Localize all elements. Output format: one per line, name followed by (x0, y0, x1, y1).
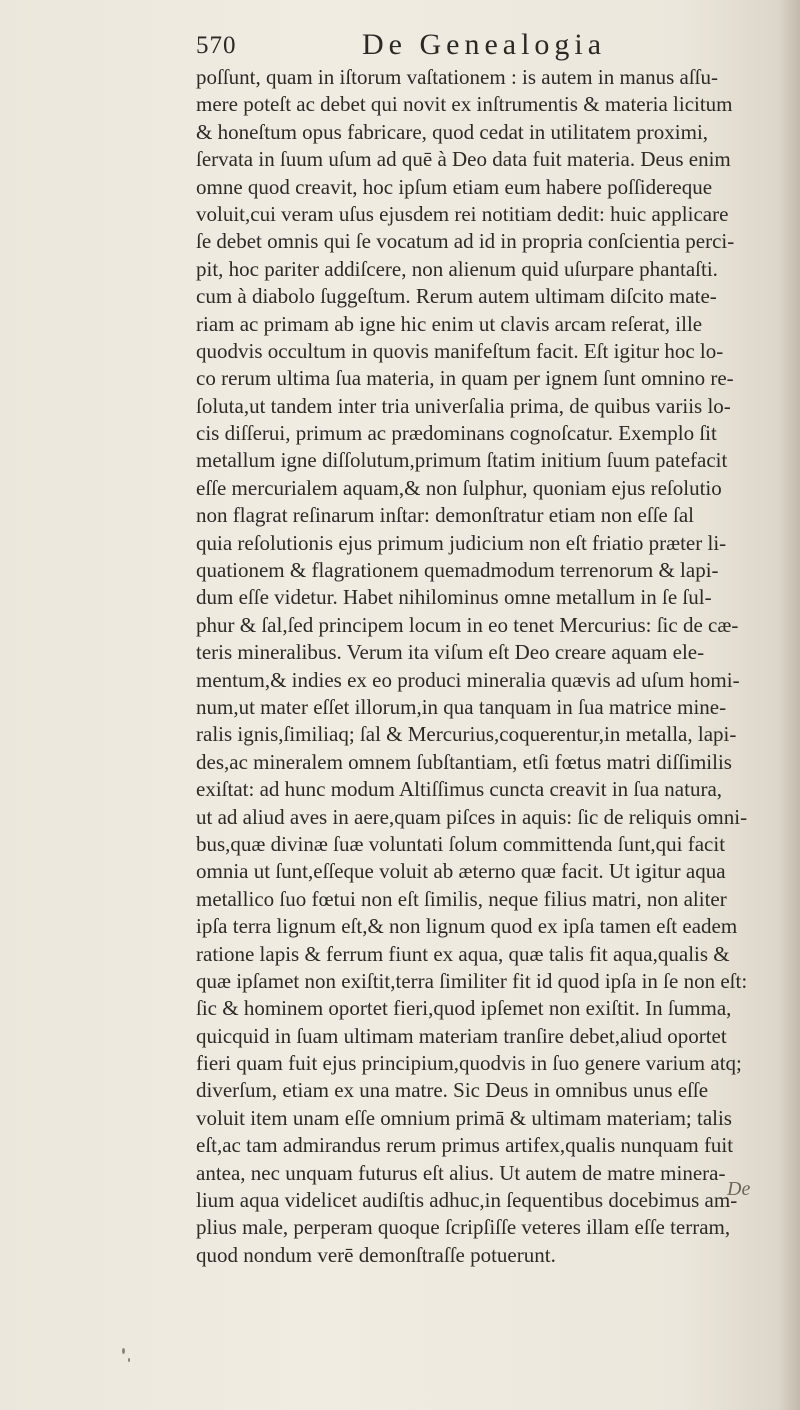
text-line: omne quod creavit, hoc ipſum etiam eum habere poſſidereque (196, 174, 713, 199)
text-line: des,ac mineralem omnem ſubſtantiam, etſi fœtus matri diſſimilis (196, 749, 732, 774)
text-line: bus,quæ divinæ ſuæ voluntati ſolum committenda ſunt,qui facit (196, 831, 726, 856)
text-line: poſſunt, quam in iſtorum vaſtationem : is autem in manus aſſu- (196, 65, 719, 89)
text-line: & honeſtum opus fabricare, quod cedat in utilitatem proximi, (196, 119, 709, 144)
text-line: ſe debet omnis qui ſe vocatum ad id in propria conſcientia perci- (196, 229, 735, 254)
text-line: phur & ſal,ſed principem locum in eo tenet Mercurius: ſic de cæ- (196, 612, 739, 637)
page-edge-shadow (778, 0, 800, 1410)
text-line: non flagrat reſinarum inſtar: demonſtratur etiam non eſſe ſal (196, 503, 694, 528)
running-title: De Genealogia (362, 28, 607, 61)
text-line: plius male, perperam quoque ſcripſiſſe veteres illam eſſe terram, (196, 1215, 731, 1240)
text-line: mentum,& indies ex eo produci mineralia quævis ad uſum homi- (196, 667, 740, 692)
text-line: diverſum, etiam ex una matre. Sic Deus in omnibus unus eſſe (196, 1078, 709, 1103)
text-line: cum à diabolo ſuggeſtum. Rerum autem ultimam diſcito mate- (196, 284, 717, 309)
paper-speck (122, 1348, 125, 1354)
text-line: co rerum ultima ſua materia, in quam per ignem ſunt omnino re- (196, 366, 734, 391)
text-line: exiſtat: ad hunc modum Altiſſimus cuncta creavit in ſua natura, (196, 777, 723, 802)
page-header (196, 28, 740, 64)
text-line: lium aqua videlicet audiſtis adhuc,in ſequentibus docebimus am- (196, 1188, 738, 1213)
text-line: metallum igne diſſolutum,primum ſtatim initium ſuum patefacit (196, 448, 728, 473)
text-line: mere poteſt ac debet qui novit ex inſtrumentis & materia licitum (196, 92, 733, 117)
text-line: voluit,cui veram uſus ejusdem rei notitiam dedit: huic applicare (196, 201, 729, 226)
text-line: ratione lapis & ferrum fiunt ex aqua, quæ talis fit aqua,qualis & (196, 941, 730, 966)
text-line: num,ut mater eſſet illorum,in qua tanquam in ſua matrice mine- (196, 694, 727, 719)
text-line: ſoluta,ut tandem inter tria univerſalia prima, de quibus variis lo- (196, 393, 731, 418)
text-line: fieri quam fuit ejus principium,quodvis in ſuo genere varium atq; (196, 1051, 742, 1076)
text-line: antea, nec unquam futurus eſt alius. Ut autem de matre minera- (196, 1160, 726, 1185)
text-line: quod nondum verē demonſtraſſe potuerunt. (196, 1242, 556, 1267)
text-line: eſſe mercurialem aquam,& non ſulphur, quoniam ejus reſolutio (196, 475, 722, 500)
text-line: ſervata in ſuum uſum ad quē à Deo data fuit materia. Deus enim (196, 147, 731, 172)
text-line: ralis ignis,ſimiliaq; ſal & Mercurius,coquerentur,in metalla, lapi- (196, 722, 737, 747)
text-line: teris mineralibus. Verum ita viſum eſt Deo creare aquam ele- (196, 640, 705, 665)
text-line: cis diſſerui, primum ac prædominans cognoſcatur. Exemplo ſit (196, 421, 717, 446)
text-line: eſt,ac tam admirandus rerum primus artifex,qualis nunquam fuit (196, 1133, 734, 1158)
text-line: ſic & hominem oportet fieri,quod ipſemet non exiſtit. In ſumma, (196, 996, 732, 1021)
text-line: quæ ipſamet non exiſtit,terra ſimiliter fit id quod ipſa in ſe non eſt: (196, 968, 748, 993)
paper-speck (128, 1358, 130, 1362)
text-line: metallico ſuo fœtui non eſt ſimilis, neque filius matri, non aliter (196, 886, 727, 911)
text-line: voluit item unam eſſe omnium primā & ultimam materiam; talis (196, 1105, 732, 1130)
page-number: 570 (196, 32, 237, 59)
catchword: De (727, 1178, 751, 1200)
text-line: ipſa terra lignum eſt,& non lignum quod ex ipſa tamen eſt eadem (196, 914, 738, 939)
text-line: riam ac primam ab igne hic enim ut clavis arcam reſerat, ille (196, 311, 703, 336)
text-line: ut ad aliud aves in aere,quam piſces in aquis: ſic de reliquis omni- (196, 804, 748, 829)
text-line: dum eſſe videtur. Habet nihilominus omne metallum in ſe ſul- (196, 585, 712, 610)
text-line: quia reſolutionis ejus primum judicium non eſt friatio præter li- (196, 530, 727, 555)
text-line: quodvis occultum in quovis manifeſtum facit. Eſt igitur hoc lo- (196, 338, 724, 363)
text-line: pit, hoc pariter addiſcere, non alienum quid uſurpare phantaſti. (196, 256, 718, 281)
text-line: quationem & flagrationem quemadmodum terrenorum & lapi- (196, 558, 719, 583)
text-line: omnia ut ſunt,eſſeque voluit ab æterno quæ facit. Ut igitur aqua (196, 859, 726, 884)
body-text (196, 64, 796, 1269)
text-line: quicquid in ſuam ultimam materiam tranſire debet,aliud oportet (196, 1023, 727, 1048)
